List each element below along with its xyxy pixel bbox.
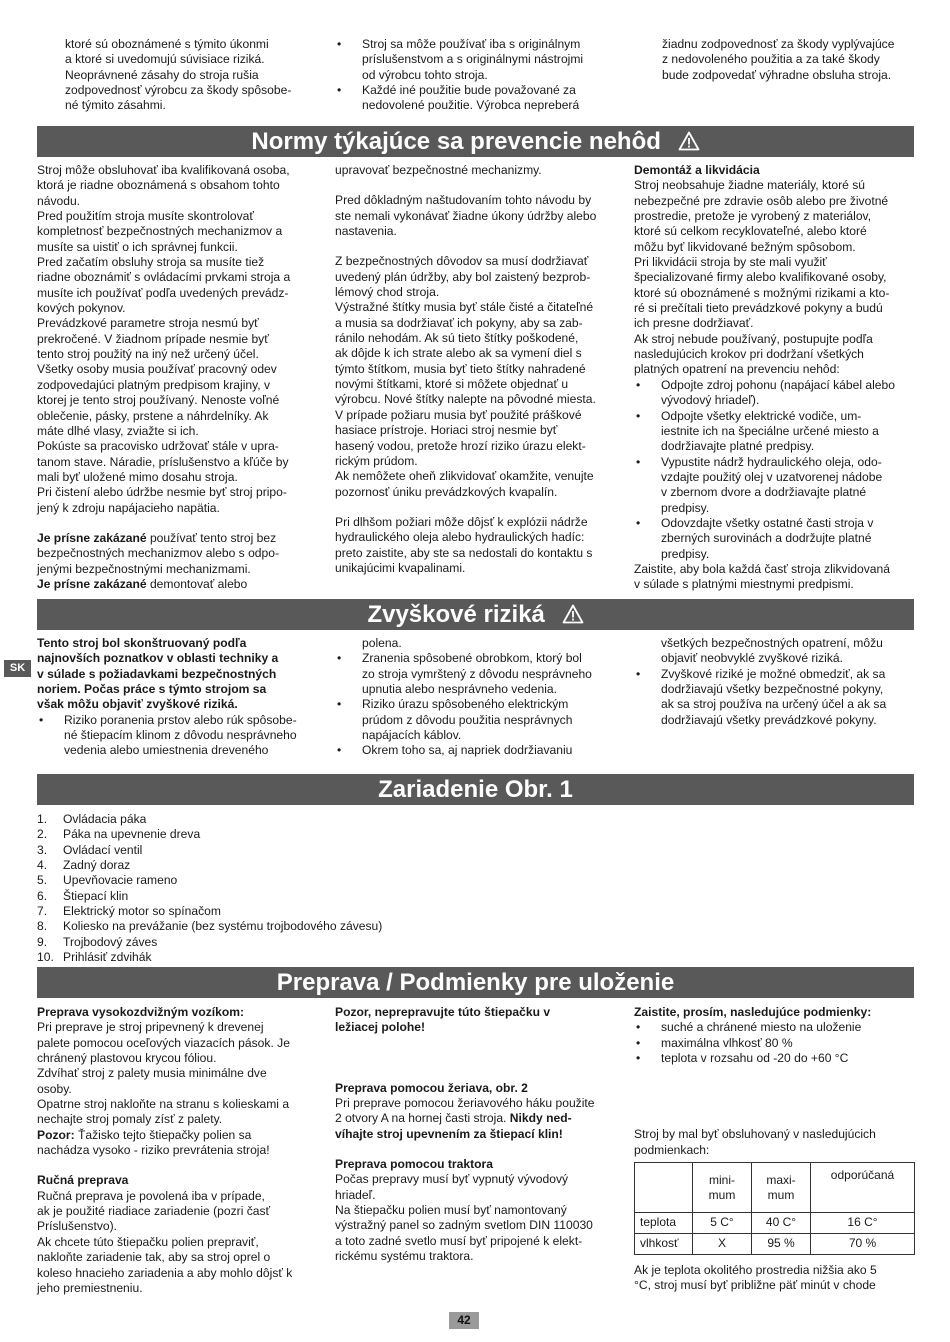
text-line: kompletnosť bezpečnostných mechanizmov a: [37, 224, 283, 239]
language-badge: SK: [4, 660, 31, 677]
device-part-item: [37, 950, 637, 965]
bullet-line: zberných surovinách a dodržujte platné: [661, 531, 872, 546]
text-line: nasledujúcich krokov pri dodržaní všetkých: [634, 347, 864, 362]
bullet-line: • maximálna vlhkosť 80 %: [661, 1035, 793, 1050]
text-line: výrobcu. Nové štítky nalepte na pôvodné miesta.: [335, 392, 596, 407]
sec2-col3: [634, 636, 919, 728]
text-line: riadne oboznámiť s ovládacími prvkami stroja a: [37, 270, 291, 285]
sec2-col1: [37, 636, 322, 759]
bullet-line: nedovolené použitie. Výrobca nepreberá: [362, 98, 580, 113]
text-line: °C, stroj musí byť približne päť minút v chode: [634, 1278, 876, 1293]
text-line: nakloňte zariadenie tak, aby sa stroj oprel o: [37, 1250, 271, 1265]
text-line: ktorá je riadne oboznámená s obsahom tohto: [37, 178, 280, 193]
table-cell: 70 %: [811, 1234, 915, 1255]
table-cell: vlhkosť: [635, 1234, 693, 1255]
text-line: hydraulického oleja alebo hydraulických hadíc:: [335, 530, 585, 545]
device-parts-list: [37, 812, 637, 965]
text-line: Stroj by mal byť obsluhovaný v nasledujúcich: [634, 1127, 876, 1142]
text-line: ak je použité riadiace zariadenie (pozri časť: [37, 1204, 271, 1219]
bullet-line: • Zranenia spôsobené obrobkom, ktorý bol: [362, 651, 582, 666]
bullet-item: [634, 1036, 919, 1051]
device-part-item: [37, 889, 637, 904]
item-label: Páka na upevnenie dreva: [63, 827, 201, 842]
table-cell: X: [693, 1234, 752, 1255]
item-number: 8.: [37, 919, 48, 934]
bullet-item: [335, 37, 625, 83]
text-line: ich presne dodržiavať.: [634, 316, 754, 331]
text-line: v súlade s platnými miestnymi predpismi.: [634, 577, 854, 592]
text-line: bude zodpovedať výhradne obsluha stroja.: [662, 67, 892, 82]
section-title: Zariadenie Obr. 1: [378, 776, 573, 803]
text-line: zodpovedajúci platným predpisom krajiny, v: [37, 377, 271, 392]
text-line: ránilo nehodám. Ak sú tieto štítky poškodené,: [335, 331, 579, 346]
tractor-heading: Preprava pomocou traktora: [335, 1157, 493, 1172]
text-line: Príslušenstvo).: [37, 1219, 117, 1234]
sec4-col1: [37, 1005, 322, 1296]
text-line: Pred dôkladným naštudovaním tohto návodu by: [335, 193, 592, 208]
section-title: Preprava / Podmienky pre uloženie: [276, 969, 675, 996]
item-label: Prihlásiť zdvihák: [63, 950, 152, 965]
crane-text: Pri preprave pomocou žeriavového háku použite: [335, 1096, 595, 1111]
text-line: a musia sa dodržiavať ich pokyny, aby sa zab-: [335, 315, 583, 330]
text-line: Opatrne stroj nakloňte na stranu s kolieskami a: [37, 1097, 290, 1112]
bullet-item: [37, 713, 322, 759]
item-number: 9.: [37, 934, 48, 949]
table-cell: teplota: [635, 1213, 693, 1234]
table-header-cell: maxi- mum: [752, 1163, 811, 1213]
text-line: kových pokynov.: [37, 301, 126, 316]
text-line: Neoprávnené zásahy do stroja rušia: [65, 67, 259, 82]
text-line: Pri dlhšom požiari môže dôjsť k explózii nádrže: [335, 514, 588, 529]
text-line: prekročené. V žiadnom prípade nesmie byť: [37, 331, 269, 346]
text-line: Všetky osoby musia používať pracovný odev: [37, 362, 277, 377]
bullet-item: [634, 1020, 919, 1035]
device-part-item: [37, 843, 637, 858]
text-line: podmienkach:: [634, 1142, 710, 1157]
storage-conditions-heading: Zaistite, prosím, nasledujúce podmienky:: [634, 1005, 872, 1019]
text-line: týmto štítkom, musia byť tieto štítky nahradené: [335, 361, 586, 376]
text-line: rickému systému traktora.: [335, 1249, 474, 1264]
manual-transport-heading: Ručná preprava: [37, 1173, 129, 1188]
text-line: platných opatrení na prevenciu nehôd:: [634, 362, 840, 377]
bullet-item: [335, 651, 620, 697]
text-line: jený k zdroju napájacieho napätia.: [37, 500, 220, 515]
section-heading-transport: [37, 967, 914, 998]
text-line: všetkých bezpečnostných opatrení, môžu: [661, 636, 883, 650]
bullet-item: [634, 378, 919, 409]
bullet-line: • Okrem toho sa, aj napriek dodržiavaniu: [362, 743, 573, 758]
text-line: Ak je teplota okolitého prostredia nižšia ako 5: [634, 1263, 877, 1278]
table-cell: 95 %: [752, 1234, 811, 1255]
text-line: ste nemali vykonávať žiadne úkony údržby alebo: [335, 208, 597, 223]
bullet-line: • Vypustite nádrž hydraulického oleja, odo-: [661, 454, 882, 469]
item-number: 5.: [37, 873, 48, 888]
text-line: Prevádzkové parametre stroja nesmú byť: [37, 316, 259, 331]
text-line: nechajte stroj pomaly zísť z palety.: [37, 1112, 223, 1127]
sec2-col2: [335, 636, 620, 759]
text-line: Ak chcete túto štiepačku polien prepraviť,: [37, 1234, 259, 1249]
prohibition-1: Je prísne zakázané používať tento stroj bez: [37, 530, 277, 545]
text-line: lémový chod stroja.: [335, 285, 440, 300]
item-label: Ovládacia páka: [63, 812, 147, 826]
bullet-item: [634, 1051, 919, 1066]
text-line: bezpečnostných mechanizmov alebo s odpo-: [37, 546, 280, 561]
text-line: objaviť neobvyklé zvyškové riziká.: [661, 651, 843, 666]
sec1-col3: [634, 163, 919, 593]
device-part-item: [37, 935, 637, 950]
text-line: preto zaistite, aby ste sa nedostali do kontaktu s: [335, 545, 593, 560]
bullet-line: v zbernom dvore a dodržiavajte platné: [661, 485, 867, 500]
item-label: Upevňovacie rameno: [63, 873, 178, 888]
item-number: 6.: [37, 888, 48, 903]
crane-heading: Preprava pomocou žeriava, obr. 2: [335, 1080, 528, 1095]
bullet-item: [335, 697, 620, 743]
section-heading-accident-prevention: [37, 126, 914, 157]
text-line: musíte sa uistiť o ich správnej funkcii.: [37, 239, 238, 254]
text-line: nastavenia.: [335, 224, 397, 239]
sec4-col3: [634, 1005, 919, 1294]
text-line: Z bezpečnostných dôvodov sa musí dodržiavať: [335, 254, 589, 269]
bullet-line: predpisy.: [661, 546, 710, 561]
text-line: Ručná preprava je povolená iba v prípade,: [37, 1188, 265, 1203]
text-line: Na štiepačku polien musí byť namontovaný: [335, 1203, 567, 1218]
bullet-line: né štiepacím klinom z dôvodu nesprávneho: [64, 728, 297, 743]
bullet-line: • Stroj sa môže používať iba s originálnym: [362, 37, 581, 51]
item-label: Trojbodový záves: [63, 934, 158, 949]
text-line: polena.: [362, 636, 402, 650]
bullet-line: zo stroja vymrštený z dôvodu nesprávneho: [362, 666, 592, 681]
text-line: pozornosť úniku prevádzkových kvapalín.: [335, 484, 558, 499]
item-number: 10.: [37, 950, 54, 965]
bullet-line: dodržiavajte platné predpisy.: [661, 439, 815, 454]
text-line: ré si prečítali tieto prevádzkové pokyny a budú: [634, 301, 883, 316]
text-line: Pred použitím stroja musíte skontrolovať: [37, 209, 254, 224]
text-line: hasiace prístroje. Horiaci stroj nesmie byť: [335, 423, 558, 438]
bullet-line: • Odovzdajte všetky ostatné časti stroja v: [661, 515, 874, 530]
text-line: upravovať bezpečnostné mechanizmy.: [335, 163, 542, 177]
continued-text: [634, 636, 919, 667]
bullet-line: dodržiavajú všetky bezpečnostné pokyny,: [661, 682, 884, 697]
bullet-item: [335, 743, 620, 758]
warning-triangle-icon: [678, 131, 700, 151]
text-line: Pri likvidácii stroja by ste mali využiť: [634, 255, 827, 270]
bullet-line: • Odpojte všetky elektrické vodiče, um-: [661, 408, 862, 423]
text-line: žiadnu zodpovednosť za škody vyplývajúce: [662, 37, 895, 51]
text-line: ktoré sú oboznámené s možnými rizikami a kto-: [634, 285, 890, 300]
continued-text: [335, 636, 620, 651]
prohibition-2: Je prísne zakázané demontovať alebo: [37, 576, 248, 591]
table-cell: 40 C°: [752, 1213, 811, 1234]
text-line: v súlade s požiadavkami bezpečnostných: [37, 666, 277, 681]
bullet-line: • suché a chránené miesto na uloženie: [661, 1020, 862, 1035]
table-row: [635, 1213, 915, 1234]
sec1-col1: [37, 163, 312, 592]
bullet-line: vzdajte použitý olej v uzatvorenej nádobe: [661, 469, 883, 484]
bullet-item: [634, 516, 919, 562]
text-line: koleso hnacieho zariadenia a aby mohlo dôjsť k: [37, 1265, 293, 1280]
bullet-line: iestnite ich na špeciálne určené miesto a: [661, 423, 879, 438]
item-number: 4.: [37, 858, 48, 873]
text-line: chránený plastovou krycou fóliou.: [37, 1051, 217, 1066]
text-line: návodu.: [37, 193, 81, 208]
bullet-line: ak sa stroj používa na určený účel a ak sa: [661, 697, 887, 712]
text-line: z nedovoleného použitia a za také škody: [662, 52, 880, 67]
text-line: Stroj môže obsluhovať iba kvalifikovaná osoba,: [37, 163, 290, 177]
bullet-line: • Riziko poranenia prstov alebo rúk spôsobe-: [64, 712, 297, 727]
text-line: unikajúcimi kvapalinami.: [335, 560, 466, 575]
text-line: a toto zadné svetlo musí byť pripojené k elekt-: [335, 1233, 583, 1248]
text-line: né týmito zásahmi.: [65, 98, 166, 113]
text-line: prostredie, pretože je vyrobený z materiálov,: [634, 209, 872, 224]
text-line: oblečenie, pásky, prstene a náhrdelníky. Ak: [37, 408, 269, 423]
text-line: však môžu objaviť zvyškové riziká.: [37, 697, 238, 712]
item-label: Ovládací ventil: [63, 842, 143, 857]
text-line: uvedený plán údržby, aby bol zaistený bezprob-: [335, 269, 591, 284]
text-line: Tento stroj bol skonštruovaný podľa: [37, 636, 247, 650]
bullet-line: vedenia alebo umiestnenia dreveného: [64, 743, 269, 758]
disposal-heading: Demontáž a likvidácia: [634, 163, 760, 177]
text-line: musíte ich používať podľa uvedených prevádz-: [37, 285, 289, 300]
bullet-line: • Zvyškové riziké je možné obmedziť, ak sa: [661, 666, 886, 681]
text-line: hriadeľ.: [335, 1187, 376, 1202]
crane-text: 2 otvory A na hornej časti stroja. Nikdy ned-: [335, 1111, 572, 1126]
bullet-item: [335, 83, 625, 114]
item-label: Štiepací klin: [63, 888, 129, 903]
text-line: zodpovednosť výrobcu za škody spôsobe-: [65, 83, 292, 98]
bullet-item: [634, 667, 919, 728]
device-part-item: [37, 904, 637, 919]
text-line: palete pomocou oceľových viazacích pások. Je: [37, 1035, 290, 1050]
device-part-item: [37, 812, 637, 827]
text-line: a ktoré si uvedomujú súvisiace riziká.: [65, 52, 265, 67]
bullet-item: [634, 455, 919, 516]
bullet-line: • teplota v rozsahu od -20 do +60 °C: [661, 1051, 849, 1066]
text-line: tanom stave. Náradie, príslušenstvo a kľúče by: [37, 454, 289, 469]
device-part-item: [37, 919, 637, 934]
table-header-cell: mini- mum: [693, 1163, 752, 1213]
text-line: hasený vodou, pretože hrozí riziko úrazu elekt-: [335, 438, 586, 453]
text-line: špecializované firmy alebo kvalifikované osoby,: [634, 270, 887, 285]
top-col2: [335, 37, 625, 114]
table-cell: 16 C°: [811, 1213, 915, 1234]
pozor-note-line2: nachádza vysoko - riziko prevrátenia stroja!: [37, 1143, 270, 1158]
pozor-note: Pozor: Ťažisko tejto štiepačky polien sa: [37, 1127, 252, 1142]
text-line: Pri čistení alebo údržbe nesmie byť stroj pripo-: [37, 485, 287, 500]
text-line: osoby.: [37, 1081, 72, 1096]
table-cell: 5 C°: [693, 1213, 752, 1234]
item-number: 2.: [37, 827, 48, 842]
bullet-line: • Riziko úrazu spôsobeného elektrickým: [362, 697, 569, 712]
text-line: ak dôjde k ich strate alebo ak sa vymení diel s: [335, 346, 582, 361]
bullet-line: napájacích káblov.: [362, 728, 462, 743]
text-line: jenými bezpečnostnými mechanizmami.: [37, 561, 251, 576]
text-line: Pri preprave je stroj pripevnený k drevenej: [37, 1020, 264, 1035]
crane-warning: víhajte stroj upevnením za štiepací klin!: [335, 1126, 563, 1141]
device-part-item: [37, 827, 637, 842]
table-header-row: [635, 1163, 915, 1213]
bullet-line: upnutia alebo nesprávneho vedenia.: [362, 682, 557, 697]
bullet-line: prúdom z dôvodu použitia nesprávnych: [362, 712, 573, 727]
text-line: jeho premiestneniu.: [37, 1280, 143, 1295]
item-number: 1.: [37, 812, 48, 826]
text-line: Pred začatím obsluhy stroja sa musíte tiež: [37, 255, 265, 270]
text-line: Zaistite, aby bola každá časť stroja zlikvidovaná: [634, 561, 890, 576]
sec1-col2: [335, 163, 615, 576]
text-line: ktoré sú celkom recyklovateľné, alebo ktoré: [634, 224, 867, 239]
bullet-line: • Odpojte zdroj pohonu (napájací kábel alebo: [661, 377, 895, 392]
warning-triangle-icon: [562, 604, 584, 624]
bullet-line: dodržiavajú všetky prevádzkové pokyny.: [661, 712, 877, 727]
text-line: Stroj neobsahuje žiadne materiály, ktoré sú: [634, 178, 866, 193]
text-line: Ak nemôžete oheň zlikvidovať okamžite, venujte: [335, 469, 594, 484]
text-line: Pokúste sa pracovisko udržovať stále v upra-: [37, 439, 279, 454]
page-number: 42: [449, 1312, 479, 1329]
text-line: noriem. Počas práce s týmto strojom sa: [37, 682, 267, 697]
text-line: Ak stroj nebude používaný, postupujte podľa: [634, 331, 873, 346]
device-part-item: [37, 858, 637, 873]
text-line: Pozor, neprepravujte túto štiepačku v: [335, 1005, 551, 1019]
bullet-line: vývodový hriadeľ).: [661, 393, 760, 408]
section-title: Normy týkajúce sa prevencie nehôd: [251, 128, 661, 155]
sec4-col2: [335, 1005, 620, 1264]
text-line: Zdvíhať stroj z palety musia minimálne dve: [37, 1066, 267, 1081]
text-line: máte dlhé vlasy, zviažte si ich.: [37, 423, 199, 438]
device-part-item: [37, 873, 637, 888]
text-line: výstražný panel so zadným svetlom DIN 110030: [335, 1218, 593, 1233]
text-line: V prípade požiaru musia byť použité práškové: [335, 407, 582, 422]
text-line: novými štítkami, ktoré si môžete objednať u: [335, 377, 569, 392]
item-label: Koliesko na prevážanie (bez systému trojbodového závesu): [63, 919, 383, 934]
text-line: Počas prepravy musí byť vypnutý vývodový: [335, 1172, 569, 1187]
text-line: Výstražné štítky musia byť stále čisté a čitateľné: [335, 300, 594, 315]
bullet-line: • Každé iné použitie bude považované za: [362, 83, 576, 98]
text-line: ktoré sú oboznámené s týmito úkonmi: [65, 37, 269, 51]
text-line: tento stroj použitý na iný než určený účel.: [37, 347, 259, 362]
text-line: ležiacej polohe!: [335, 1020, 426, 1035]
table-row: [635, 1234, 915, 1255]
bullet-item: [634, 409, 919, 455]
bullet-line: predpisy.: [661, 500, 710, 515]
text-line: najnovších poznatkov v oblasti techniky a: [37, 651, 279, 666]
item-number: 7.: [37, 904, 48, 919]
item-label: Zadný doraz: [63, 858, 131, 873]
section-title: Zvyškové riziká: [367, 601, 545, 628]
bullet-line: od výrobcu tohto stroja.: [362, 67, 488, 82]
text-line: rickým prúdom.: [335, 453, 418, 468]
text-line: mali byť uložené mimo dosahu stroja.: [37, 469, 238, 484]
top-col3: [662, 37, 922, 83]
bullet-line: príslušenstvom a s originálnymi nástrojmi: [362, 52, 584, 67]
section-heading-residual-risks: [37, 599, 914, 630]
text-line: môžu byť likvidované bežným spôsobom.: [634, 239, 856, 254]
section-heading-device: [37, 774, 914, 805]
top-col1: [65, 37, 325, 114]
text-line: ktorej je tento stroj používaný. Nenoste voľné: [37, 393, 280, 408]
text-line: nebezpečné pre zdravie osôb alebo pre životné: [634, 193, 889, 208]
forklift-heading: Preprava vysokozdvižným vozíkom:: [37, 1005, 245, 1019]
table-header-cell: [635, 1163, 693, 1213]
item-number: 3.: [37, 842, 48, 857]
table-header-cell: odporúčaná: [811, 1163, 915, 1213]
operating-conditions-table: [634, 1162, 915, 1255]
item-label: Elektrický motor so spínačom: [63, 904, 221, 919]
